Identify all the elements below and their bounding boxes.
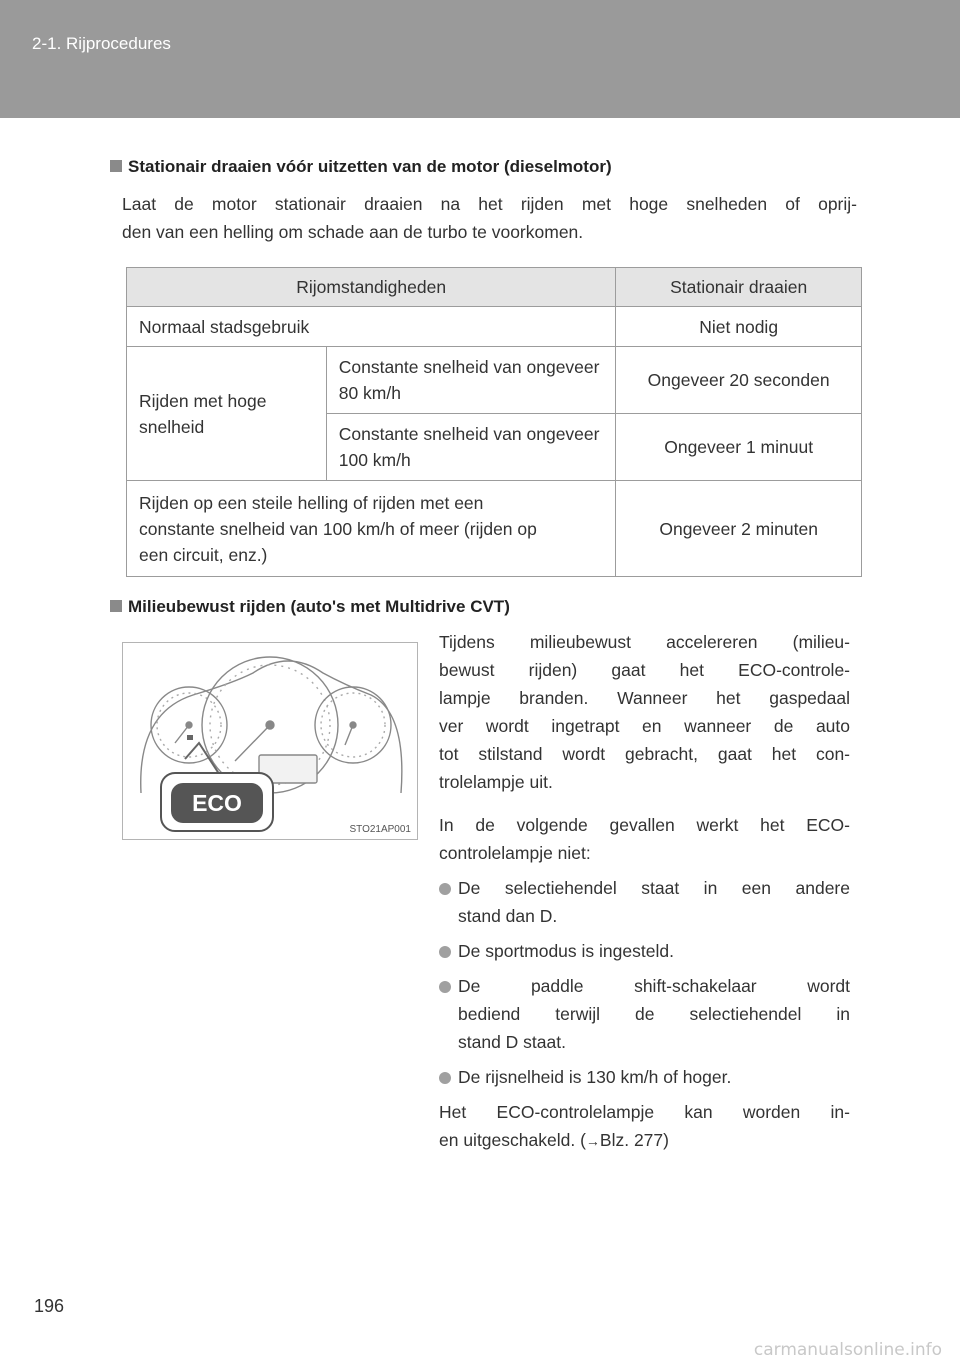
site-watermark: carmanualsonline.info [753,1340,942,1360]
paragraph-line: trolelampje uit. [439,772,553,792]
column-header-idling: Stationair draaien [616,268,862,307]
cell-idle-time: Niet nodig [616,307,862,347]
paragraph-line: den van een helling om schade aan de turbo te voorkomen. [122,222,584,242]
column-header-conditions: Rijomstandigheden [127,268,616,307]
cell-condition: Rijden op een steile helling of rijden met een constante snelheid van 100 km/h of meer (rijden op een circuit, enz.) [127,481,616,577]
cell-condition: Normaal stadsgebruik [127,307,616,347]
arrow-right-icon: → [585,1133,600,1149]
page-reference-link[interactable]: Blz. 277) [599,1130,669,1150]
paragraph-line: Laat de motor stationair draaien na het rijden met hoge snelheden of oprij- [122,194,857,214]
table-row [127,481,862,577]
bullet-dot-icon [439,946,451,958]
cell-idle-time: Ongeveer 1 minuut [616,414,862,481]
section-heading-text: Stationair draaien vóór uitzetten van de motor (dieselmotor) [128,157,612,176]
paragraph-line: bewust rijden) gaat het ECO-controle- [439,660,850,680]
cell-idle-time: Ongeveer 2 minuten [616,481,862,577]
square-bullet-icon [110,600,122,612]
eco-paragraph-1 [439,628,850,796]
bullet-line: stand dan D. [458,906,558,926]
instrument-cluster-figure [122,642,418,840]
paragraph-line: In de volgende gevallen werkt het ECO- [439,815,850,835]
chapter-title: 2-1. Rijprocedures [32,34,171,53]
bullet-dot-icon [439,981,451,993]
paragraph-line [439,1126,850,1155]
bullet-line: De selectiehendel staat in een andere [458,878,850,898]
bullet-dot-icon [439,1072,451,1084]
page-number: 196 [34,1296,65,1316]
paragraph-line: lampje branden. Wanneer het gaspedaal [439,688,850,708]
cell-group-high-speed: Rijden met hoge snelheid [127,347,327,481]
idling-table [126,267,862,577]
bullet-line: De rijsnelheid is 130 km/h of hoger. [458,1067,732,1087]
paragraph-line: Het ECO-controlelampje kan worden in- [439,1102,850,1122]
section-heading-eco [110,597,510,617]
idling-paragraph [122,190,857,246]
bullet-line: stand D staat. [458,1032,566,1052]
table-row [127,307,862,347]
instrument-cluster-illustration [123,643,417,839]
section-heading-text: Milieubewust rijden (auto's met Multidrive CVT) [128,597,510,616]
cell-sub-condition: Constante snelheid van ongeveer 80 km/h [326,347,616,414]
eco-badge-label: ECO [192,790,242,816]
table-row [127,347,862,414]
reference-prefix: en uitgeschakeld. ( [439,1130,586,1150]
table-header-row [127,268,862,307]
bullet-line: De paddle shift-schakelaar wordt [458,976,850,996]
eco-paragraph-3 [439,1098,850,1155]
chapter-header [0,0,960,118]
eco-paragraph-2 [439,811,850,867]
figure-code: STO21AP001 [349,824,411,835]
square-bullet-icon [110,160,122,172]
section-heading-idling [110,157,612,177]
cell-idle-time: Ongeveer 20 seconden [616,347,862,414]
paragraph-line: controlelampje niet: [439,843,591,863]
paragraph-line: ver wordt ingetrapt en wanneer de auto [439,716,850,736]
paragraph-line: tot stilstand wordt gebracht, gaat het con- [439,744,850,764]
bullet-line: De sportmodus is ingesteld. [458,941,674,961]
bullet-line: bediend terwijl de selectiehendel in [458,1004,850,1024]
bullet-dot-icon [439,883,451,895]
paragraph-line: Tijdens milieubewust accelereren (milieu- [439,632,850,652]
cell-sub-condition: Constante snelheid van ongeveer 100 km/h [326,414,616,481]
